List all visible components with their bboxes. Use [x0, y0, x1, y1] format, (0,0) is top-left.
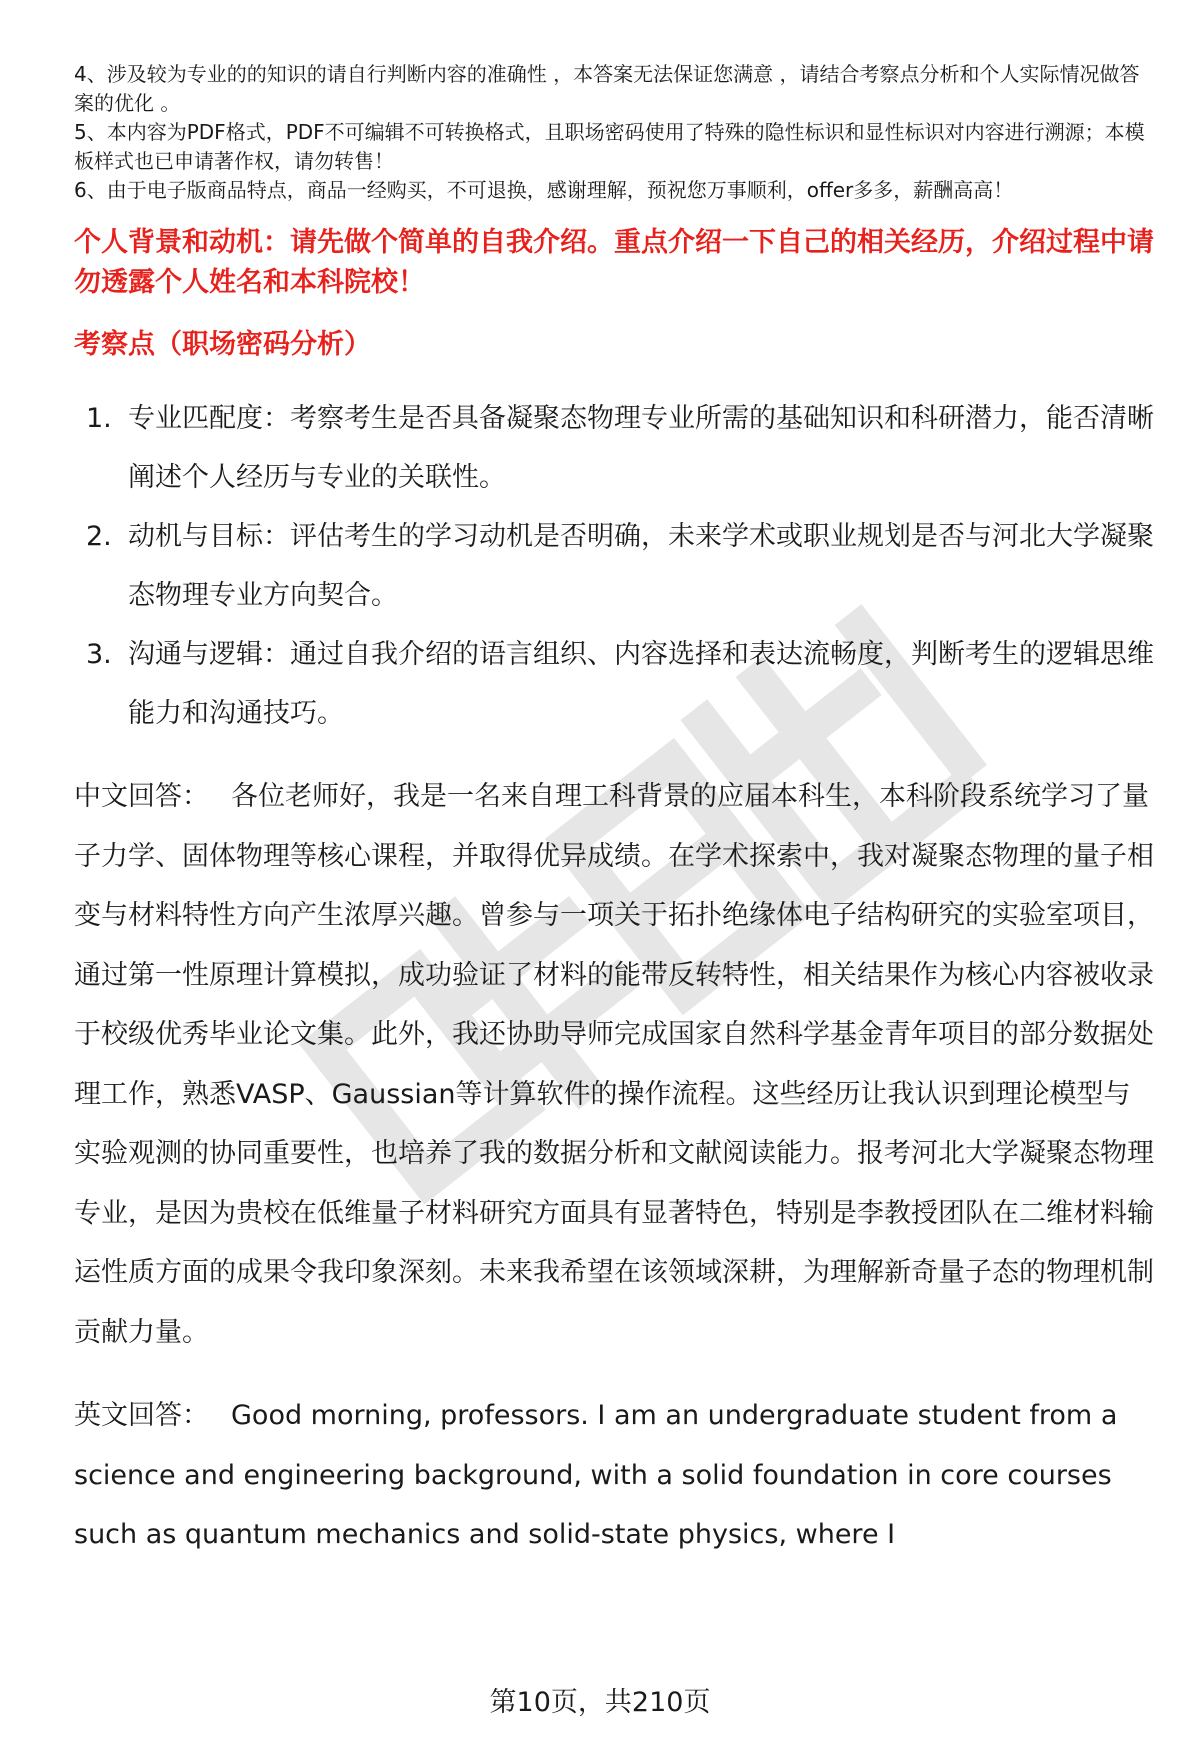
note-item: 4、涉及较为专业的的知识的请自行判断内容的准确性 ，本答案无法保证您满意 ，请结合考察点分析和个人实际情况做答案的优化 。 — [74, 62, 1140, 115]
note-item: 6、由于电子版商品特点，商品一经购买，不可退换，感谢理解，预祝您万事顺利，offer多多，薪酬高高！ — [74, 178, 1014, 202]
page-number-footer: 第10页，共210页 — [489, 1687, 711, 1718]
chinese-answer — [74, 767, 1154, 1362]
assessment-list — [74, 389, 1154, 743]
assessment-item — [74, 389, 1154, 507]
note-item: 5、本内容为PDF格式，PDF不可编辑不可转换格式，且职场密码使用了特殊的隐性标识和显性标识对内容进行溯源；本模板样式也已申请著作权，请勿转售！ — [74, 120, 1145, 173]
assessment-number: 2. — [86, 521, 112, 552]
notes-section — [74, 60, 1154, 205]
assessment-text: 专业匹配度：考察考生是否具备凝聚态物理专业所需的基础知识和科研潜力，能否清晰阐述个人经历与专业的关联性。 — [128, 403, 1154, 493]
english-answer-text: Good morning, professors. I am an undergraduate student from a science and engineering background, with a solid foundation in core courses such as quantum mechanics and solid-state physics, where I — [74, 1400, 1118, 1550]
chinese-answer-label: 中文回答： — [74, 781, 209, 812]
assessment-item — [74, 507, 1154, 625]
assessment-text: 动机与目标：评估考生的学习动机是否明确，未来学术或职业规划是否与河北大学凝聚态物理专业方向契合。 — [128, 521, 1154, 611]
assessment-item — [74, 625, 1154, 743]
english-answer — [74, 1386, 1154, 1565]
assessment-number: 3. — [86, 639, 112, 670]
assessment-heading: 考察点（职场密码分析） — [74, 329, 371, 360]
english-answer-label: 英文回答： — [74, 1400, 209, 1431]
assessment-text: 沟通与逻辑：通过自我介绍的语言组织、内容选择和表达流畅度，判断考生的逻辑思维能力和沟通技巧。 — [128, 639, 1154, 729]
question-heading: 个人背景和动机：请先做个简单的自我介绍。重点介绍一下自己的相关经历，介绍过程中请勿透露个人姓名和本科院校！ — [74, 227, 1154, 298]
assessment-number: 1. — [86, 403, 112, 434]
document-content — [74, 60, 1154, 1565]
chinese-answer-text: 各位老师好，我是一名来自理工科背景的应届本科生，本科阶段系统学习了量子力学、固体物理等核心课程，并取得优异成绩。在学术探索中，我对凝聚态物理的量子相变与材料特性方向产生浓厚兴趣。曾参与一项关于拓扑绝缘体电子结构研究的实验室项目，通过第一性原理计算模拟，成功验证了材料的能带反转特性，相关结果作为核心内容被收录于校级优秀毕业论文集。此外，我还协助导师完成国家自然科学基金青年项目的部分数据处理工作，熟悉VASP、Gaussian等计算软件的操作流程。这些经历让我认识到理论模型与实验观测的协同重要性，也培养了我的数据分析和文献阅读能力。报考河北大学凝聚态物理专业，是因为贵校在低维量子材料研究方面具有显著特色，特别是李教授团队在二维材料输运性质方面的成果令我印象深刻。未来我希望在该领域深耕，为理解新奇量子态的物理机制贡献力量。 — [74, 781, 1154, 1348]
